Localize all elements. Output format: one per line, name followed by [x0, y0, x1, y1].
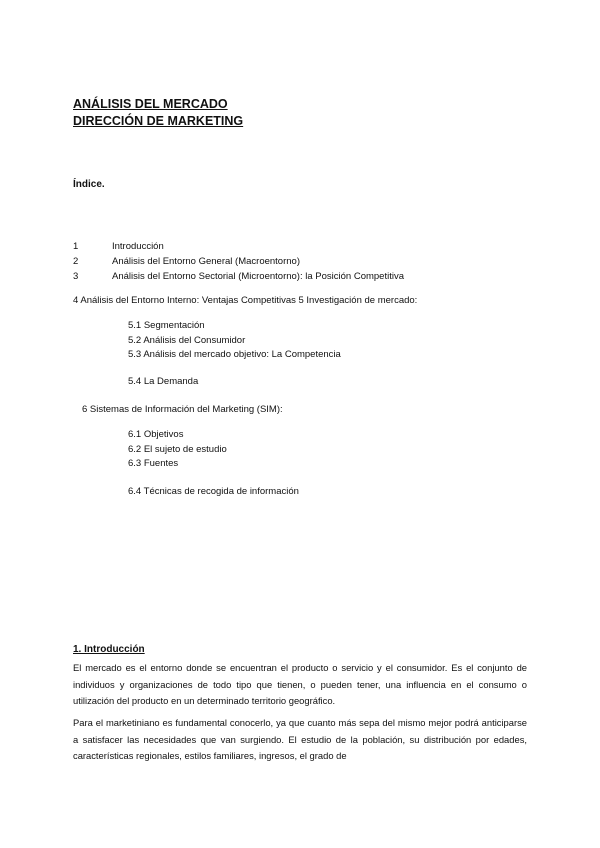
toc-item-2-number: 2 [73, 256, 79, 267]
toc-item-4-5-line: 4 Análisis del Entorno Interno: Ventajas Competitivas 5 Investigación de mercado: [73, 295, 418, 306]
toc-item-2-text: Análisis del Entorno General (Macroentorno) [112, 256, 300, 267]
document-title-line1: ANÁLISIS DEL MERCADO [73, 97, 228, 111]
toc-sub-6-4: 6.4 Técnicas de recogida de información [128, 486, 299, 497]
toc-sub-6-2: 6.2 El sujeto de estudio [128, 444, 227, 455]
toc-item-1-number: 1 [73, 241, 79, 252]
toc-sub-6-3: 6.3 Fuentes [128, 458, 179, 469]
toc-item-3-text: Análisis del Entorno Sectorial (Microentorno): la Posición Competitiva [112, 271, 404, 282]
toc-item-1-text: Introducción [112, 241, 164, 252]
section-1-paragraph-1: El mercado es el entorno donde se encuentran el producto o servicio y el consumidor. Es el conjunto de individuos y organizaciones de todo tipo que tienen, o pueden tener, una influencia en el consumo o utilización del producto en un determinado territorio geográfico. [73, 662, 527, 706]
toc-sub-5-3: 5.3 Análisis del mercado objetivo: La Competencia [128, 349, 341, 360]
toc-sub-5-1: 5.1 Segmentación [128, 320, 205, 331]
section-1-heading: 1. Introducción [73, 644, 145, 655]
toc-item-3-number: 3 [73, 271, 79, 282]
toc-sub-5-4: 5.4 La Demanda [128, 376, 199, 387]
toc-item-6-line: 6 Sistemas de Información del Marketing (SIM): [82, 404, 283, 415]
index-heading: Índice. [73, 179, 105, 190]
toc-sub-5-2: 5.2 Análisis del Consumidor [128, 335, 246, 346]
document-title-line2: DIRECCIÓN DE MARKETING [73, 114, 244, 128]
section-1-paragraph-2: Para el marketiniano es fundamental conocerlo, ya que cuanto más sepa del mismo mejor podrá anticiparse a satisfacer las necesidades que van surgiendo. El estudio de la población, su distribución por edades, características regionales, estilos familiares, ingresos, el grado de [73, 717, 527, 761]
toc-sub-6-1: 6.1 Objetivos [128, 429, 184, 440]
